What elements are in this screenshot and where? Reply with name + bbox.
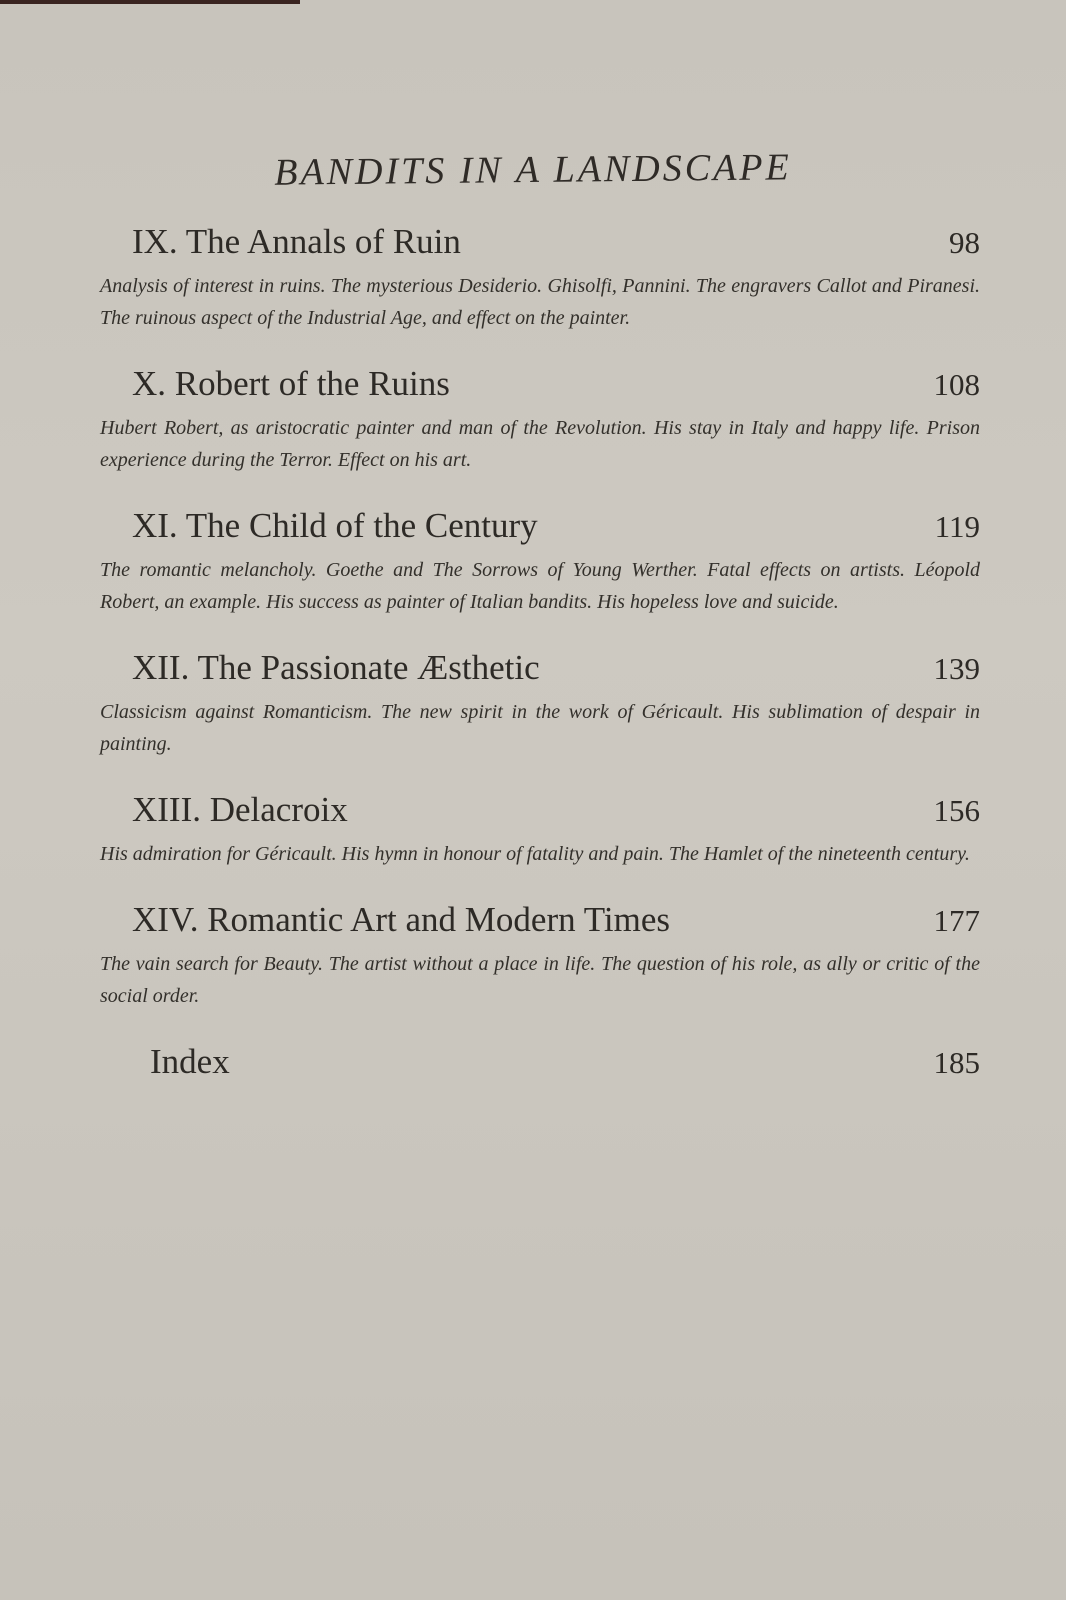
chapter-summary: The vain search for Beauty. The artist without a place in life. The question of his role, as ally or critic of the social order. [100, 953, 980, 1007]
toc-entry-head [100, 1042, 980, 1082]
page-number: 119 [934, 509, 980, 544]
running-head: BANDITS IN A LANDSCAPE [274, 146, 792, 194]
chapter-title: XIII. Delacroix [132, 790, 348, 829]
page-number: 185 [933, 1045, 980, 1080]
toc-entry-xii [100, 648, 980, 760]
page-number: 139 [933, 651, 980, 686]
chapter-title: XII. The Passionate Æsthetic [132, 648, 540, 687]
chapter-summary: The romantic melancholy. Goethe and The Sorrows of Young Werther. Fatal effects on artists. Léopold Robert, an example. His success as painter of Italian bandits. His hopeless love and suicide. [100, 559, 980, 613]
chapter-title: IX. The Annals of Ruin [132, 222, 461, 261]
toc-entry-head [100, 648, 980, 688]
toc-entry-head [100, 364, 980, 404]
page-edge [0, 0, 300, 4]
toc-entry-x [100, 364, 980, 476]
page-number: 177 [933, 903, 980, 938]
chapter-title: XI. The Child of the Century [132, 506, 538, 545]
toc-entry-xiv [100, 900, 980, 1012]
chapter-title: X. Robert of the Ruins [132, 364, 450, 403]
page-number: 156 [933, 793, 980, 828]
toc-entry-head [100, 790, 980, 830]
toc-entry-index [100, 1042, 980, 1082]
index-title: Index [150, 1042, 230, 1081]
page-number: 98 [949, 225, 980, 260]
chapter-title: XIV. Romantic Art and Modern Times [132, 900, 670, 939]
chapter-summary: Analysis of interest in ruins. The mysterious Desiderio. Ghisolfi, Pannini. The engravers Callot and Piranesi. The ruinous aspect of the Industrial Age, and effect on the painter. [100, 275, 980, 329]
chapter-summary: His admiration for Géricault. His hymn in honour of fatality and pain. The Hamlet of the nineteenth century. [100, 843, 970, 865]
table-of-contents [100, 222, 980, 1112]
chapter-summary: Classicism against Romanticism. The new spirit in the work of Géricault. His sublimation of despair in painting. [100, 701, 980, 755]
toc-entry-head [100, 222, 980, 262]
toc-entry-head [100, 506, 980, 546]
chapter-summary: Hubert Robert, as aristocratic painter and man of the Revolution. His stay in Italy and happy life. Prison experience during the Terror. Effect on his art. [100, 417, 980, 471]
page-number: 108 [933, 367, 980, 402]
toc-entry-xi [100, 506, 980, 618]
toc-entry-head [100, 900, 980, 940]
toc-entry-xiii [100, 790, 980, 870]
toc-entry-ix [100, 222, 980, 334]
